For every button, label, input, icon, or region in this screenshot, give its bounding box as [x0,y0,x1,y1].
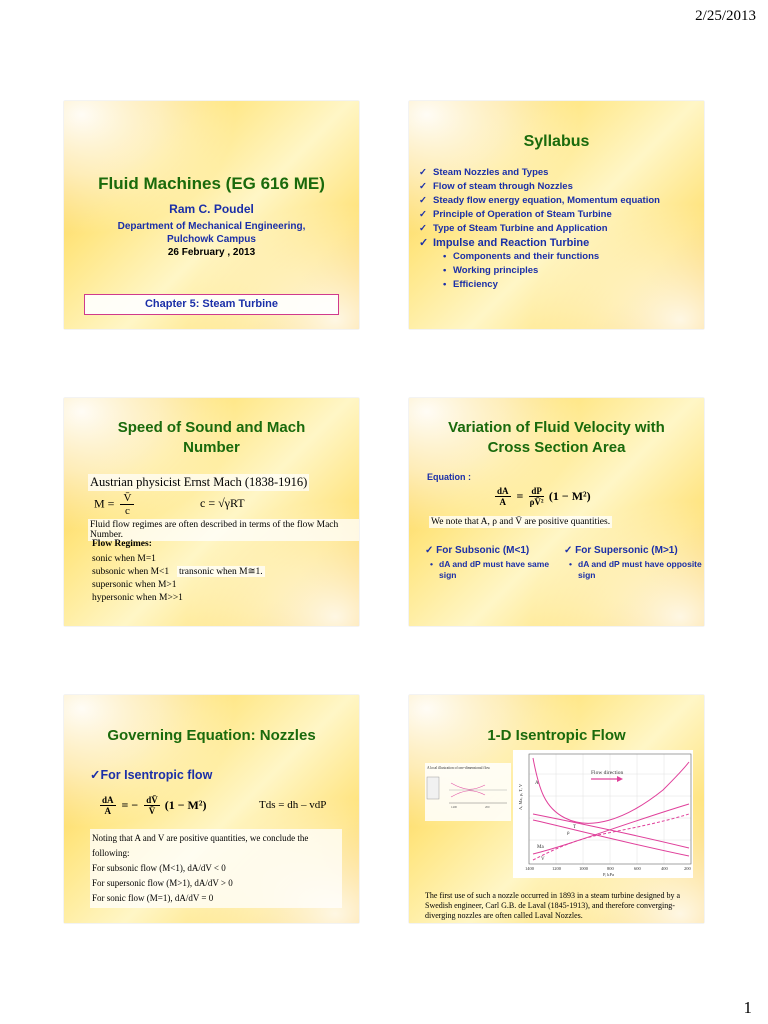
list-item: ✓ Steam Nozzles and Types [419,167,549,178]
x-tick: 600 [634,866,641,871]
slide-governing-equation [64,695,359,923]
check-icon: ✓ [419,223,427,234]
list-subitem: • Efficiency [443,279,498,290]
svg-text:200: 200 [485,805,490,809]
curve-label-velocity: V [541,857,545,862]
governing-heading: Governing Equation: Nozzles [107,727,316,744]
check-icon: ✓ [419,195,427,206]
x-tick: 200 [684,866,691,871]
check-icon: ✓ [564,545,573,556]
lecture-date: 26 February , 2013 [167,247,256,258]
x-tick: 400 [661,866,668,871]
check-icon: ✓ [419,167,427,178]
regime-transonic: transonic when M≅1. [179,567,263,577]
list-item: ✓ Principle of Operation of Steam Turbine [419,209,612,220]
isentropic-flow-label: ✓For Isentropic flow [90,768,213,782]
list-subitem: • Working principles [443,265,539,276]
author-name: Ram C. Poudel [169,202,254,216]
check-icon: ✓ [419,209,427,220]
slide-velocity-area [409,398,704,626]
bullet-icon: • [443,265,447,276]
mach-heading: Speed of Sound and Mach Number [117,419,306,456]
x-tick: 1000 [579,866,588,871]
physicist-note: Austrian physicist Ernst Mach (1838-1916) [90,475,308,489]
curve-label-density: ρ [567,831,570,836]
flow-direction-label: Flow direction [591,770,624,776]
list-item: ✓ Flow of steam through Nozzles [419,181,573,192]
isentropic-heading: 1-D Isentropic Flow [487,727,626,744]
department [64,220,359,246]
regime-supersonic: supersonic when M>1 [92,580,177,590]
bullet-icon: • [443,251,447,262]
bullet-icon: • [569,559,572,569]
flow-regimes-heading: Flow Regimes: [92,539,152,549]
regime-subsonic: subsonic when M<1 [92,567,170,577]
curve-label-mach: Ma [537,845,544,850]
check-icon: ✓ [90,768,101,782]
slide-isentropic-flow [409,695,704,923]
check-icon: ✓ [425,545,434,556]
syllabus-list [419,167,689,293]
mini-caption: A local illustration of one-dimensional flow [427,766,490,770]
slide-title [64,101,359,329]
list-item: ✓ Impulse and Reaction Turbine [419,237,590,249]
slide-syllabus [409,101,704,329]
nozzle-conclusions: Noting that A and V are positive quantities, we conclude the following: For subsonic flow (M<1), dA/dV < 0 For supersonic flow (M>1), dA/dV > 0 For sonic flow (M=1), dA/dV = 0 [90,829,342,908]
syllabus-heading: Syllabus [523,133,590,150]
slide-title-heading: Fluid Machines (EG 616 ME) [98,174,325,193]
y-axis-label: A, Ma, ρ, T, V [518,783,523,810]
bullet-icon: • [430,559,433,569]
laval-caption: The first use of such a nozzle occurred in 1893 in a steam turbine designed by a Swedish engineer, Carl G.B. de Laval (1845-1913), and therefore converging-diverging nozzles are often called Laval Nozzles. [425,891,681,920]
nozzle-mini-diagram [425,763,511,821]
supersonic-column: ✓ For Supersonic (M>1) • dA and dP must have opposite sign [564,545,702,580]
regime-sonic: sonic when M=1 [92,554,156,564]
area-velocity-equation: $\frac{dA}{A}$ = $\frac{dP}{\text{ρV̄²}}$ (1 − M²) [497,486,591,507]
check-icon: ✓ [419,181,427,192]
bullet-icon: • [443,279,447,290]
svg-text:1400: 1400 [451,805,457,809]
positive-quantities-note: We note that A, ρ and V̄ are positive quantities. [431,517,611,527]
list-subitem: • Components and their functions [443,251,600,262]
check-icon: ✓ [419,237,429,249]
x-tick: 1400 [525,866,534,871]
x-tick: 1200 [552,866,561,871]
nozzle-equation: $\frac{dA}{A}$ = − $\frac{dV̄}{V̄}$ (1 − M²) [102,795,207,816]
page-number: 1 [743,998,752,1017]
slide-mach-number [64,398,359,626]
curve-label-temperature: T [573,825,577,830]
list-item: ✓ Steady flow energy equation, Momentum equation [419,195,660,206]
curve-label-area: A [535,781,539,786]
list-item: ✓ Type of Steam Turbine and Application [419,223,608,234]
department-line-2: Pulchowk Campus [167,234,256,245]
x-tick: 800 [607,866,614,871]
department-line-1: Department of Mechanical Engineering, [117,221,306,232]
isentropic-flow-chart [513,750,693,878]
tds-equation: Tds = dh – vdP [259,799,327,811]
sound-speed-equation: c = √γRT [200,496,245,510]
header-date: 2/25/2013 [695,8,756,24]
equation-label: Equation : [427,472,471,482]
subsonic-column: ✓ For Subsonic (M<1) • dA and dP must have same sign [425,545,550,580]
velocity-area-heading: Variation of Fluid Velocity with Cross Section Area [448,419,665,456]
mach-equation: M = $\frac{V̄}{c}$ [94,492,134,517]
x-axis-label: P, kPa [603,872,615,877]
regimes-note: Fluid flow regimes are often described in terms of the flow Mach Number. [88,519,359,541]
regime-hypersonic: hypersonic when M>>1 [92,593,183,603]
chapter-box: Chapter 5: Steam Turbine [84,294,339,315]
